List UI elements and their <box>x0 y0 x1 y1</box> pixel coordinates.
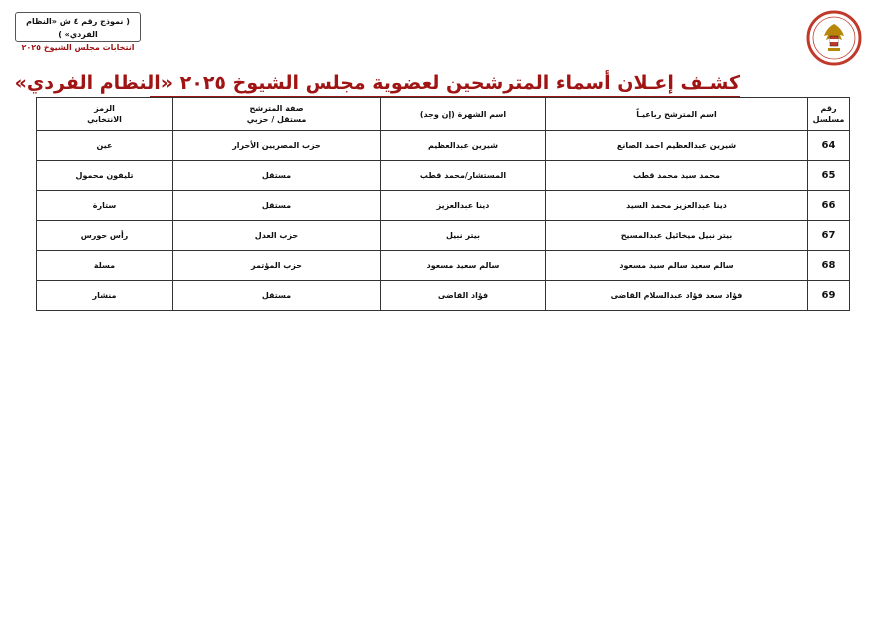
table-row <box>37 281 850 311</box>
cell-serial: 66 <box>808 191 850 221</box>
table-row <box>37 161 850 191</box>
cell-nickname: بيتر نبيل <box>381 221 546 251</box>
header-symbol: الرمز الانتخابي <box>37 98 173 131</box>
candidates-table <box>36 97 850 311</box>
cell-serial: 69 <box>808 281 850 311</box>
header-serial: رقم مسلسل <box>808 98 850 131</box>
election-label: انتخابات مجلس الشيوخ ٢٠٢٥ <box>21 43 135 52</box>
form-number-box <box>15 12 141 52</box>
cell-status: حزب المصريين الأحرار <box>173 131 381 161</box>
cell-name: محمد سيد محمد قطب <box>546 161 808 191</box>
header-nickname: اسم الشهرة (إن وجد) <box>381 98 546 131</box>
cell-status: مستقل <box>173 281 381 311</box>
cell-name: سالم سعيد سالم سيد مسعود <box>546 251 808 281</box>
header-name: اسم المترشح رباعيـاً <box>546 98 808 131</box>
cell-nickname: سالم سعيد مسعود <box>381 251 546 281</box>
form-number-label: ( نموذج رقم ٤ ش «النظام الفردي» ) <box>26 17 130 39</box>
cell-nickname: دينا عبدالعزيز <box>381 191 546 221</box>
cell-symbol: تليفون محمول <box>37 161 173 191</box>
table-row <box>37 191 850 221</box>
cell-status: مستقل <box>173 191 381 221</box>
table-row <box>37 221 850 251</box>
cell-symbol: عين <box>37 131 173 161</box>
header-status: صفة المترشح مستقل / حزبي <box>173 98 381 131</box>
cell-serial: 68 <box>808 251 850 281</box>
cell-name: بيتر نبيل ميخائيل عبدالمسيح <box>546 221 808 251</box>
cell-nickname: شيرين عبدالعظيم <box>381 131 546 161</box>
cell-name: دينا عبدالعزيز محمد السيد <box>546 191 808 221</box>
cell-status: حزب المؤتمر <box>173 251 381 281</box>
cell-status: مستقل <box>173 161 381 191</box>
cell-serial: 65 <box>808 161 850 191</box>
national-election-authority-logo-icon <box>806 10 862 66</box>
table-header-row <box>37 98 850 131</box>
cell-serial: 64 <box>808 131 850 161</box>
cell-nickname: المستشار/محمد قطب <box>381 161 546 191</box>
cell-name: فؤاد سعد فؤاد عبدالسلام القاضى <box>546 281 808 311</box>
cell-name: شيرين عبدالعظيم احمد الصانع <box>546 131 808 161</box>
cell-symbol: منشار <box>37 281 173 311</box>
cell-status: حزب العدل <box>173 221 381 251</box>
cell-serial: 67 <box>808 221 850 251</box>
cell-symbol: ستارة <box>37 191 173 221</box>
cell-symbol: مسلة <box>37 251 173 281</box>
table-row <box>37 131 850 161</box>
table-row <box>37 251 850 281</box>
cell-symbol: رأس حورس <box>37 221 173 251</box>
page-title: كشـف إعـلان أسماء المترشحين لعضوية مجلس الشيوخ ٢٠٢٥ «النظام الفردي» <box>14 72 740 94</box>
cell-nickname: فؤاد القاضى <box>381 281 546 311</box>
